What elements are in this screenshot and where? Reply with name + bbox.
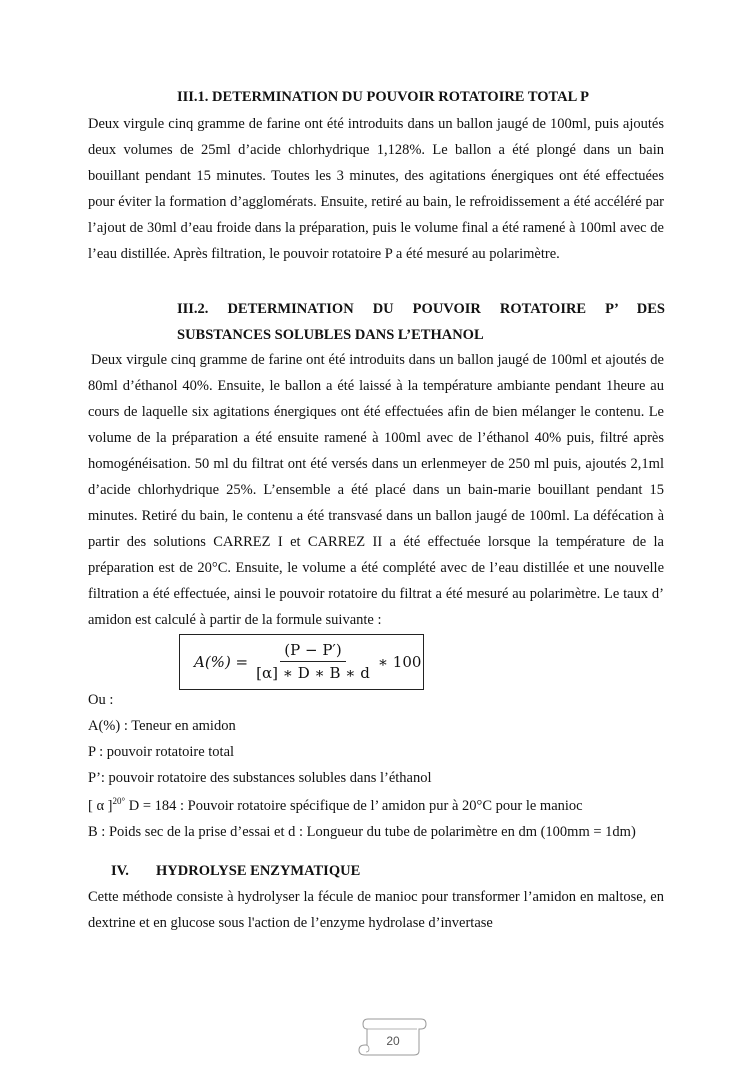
legend-p-prime: P’: pouvoir rotatoire des substances solubles dans l’éthanol [88,770,432,786]
section-heading-3-2-line2: SUBSTANCES SOLUBLES DANS L’ETHANOL [177,327,484,343]
legend-p: P : pouvoir rotatoire total [88,744,235,760]
paragraph-4: Cette méthode consiste à hydrolyser la fécule de manioc pour transformer l’amidon en maltose, en dextrine et en glucose sous l'action de l’enzyme hydrolase d’invertase [88,889,664,931]
amidon-formula [194,641,421,682]
formula-numerator: (P − P′) [280,641,345,662]
formula-box [179,634,424,690]
legend-intro: Ou : [88,692,114,708]
formula-lhs: A(%) = [194,652,249,671]
page-number: 20 [386,1034,400,1048]
legend-alpha [88,796,583,815]
legend-alpha-prefix: [ α ] [88,797,113,814]
legend-a: A(%) : Teneur en amidon [88,718,236,734]
paragraph-3-1: Deux virgule cinq gramme de farine ont été introduits dans un ballon jaugé de 100ml, puis ajoutés deux volumes de 25ml d’acide chlorhydrique 1,128%. Le ballon a été plongé dans un bain bouillant pendant 15 minutes. Toutes les 3 minutes, des agitations énergiques ont été effectuées pour éviter la formation d’agglomérats. Ensuite, retiré au bain, le refroidissement a été accéléré par l’ajout de 30ml d’eau froide dans la préparation, puis le volume final a été ramené à 100ml avec de l’eau distillée. Après filtration, le pouvoir rotatoire P a été mesuré au polarimètre. [88,116,664,262]
section-heading-3-2-line1: III.2. DETERMINATION DU POUVOIR ROTATOIRE P’ DES [177,301,665,317]
formula-fraction [252,641,374,682]
formula-denominator: [α] ∗ D ∗ B ∗ d [256,664,370,682]
formula-tail: ∗ 100 [377,652,422,671]
section-4-title: HYDROLYSE ENZYMATIQUE [156,863,361,879]
paragraph-3-2: Deux virgule cinq gramme de farine ont été introduits dans un ballon jaugé de 100ml et ajoutés de 80ml d’éthanol 40%. Ensuite, le ballon a été laissé à la température ambiante pendant 1heure au cours de laquelle six agitations énergiques ont été effectuées afin de bien mélanger le contenu. Le volume de la préparation a été ensuite ramené à 100ml avec de l’éthanol 40% puis, filtré après homogénéisation. 50 ml du filtrat ont été versés dans un erlenmeyer de 250 ml puis, ajoutés 2,1ml d’acide chlorhydrique 25%. L’ensemble a été placé dans un bain-marie bouillant pendant 15 minutes. Retiré du bain, le contenu a été transvasé dans un ballon jaugé de 100ml. La défécation à partir des solutions CARREZ I et CARREZ II a été effectuée lorsque la température de la préparation est de 20°C. Ensuite, le volume a été complété avec de l’eau distillée et une nouvelle filtration a été effectuée, ainsi le pouvoir rotatoire du filtrat a été mesuré au polarimètre. Le taux d’ amidon est calculé à partir de la formule suivante : [88,352,664,628]
legend-alpha-sup: 20° [112,796,126,806]
legend-b: B : Poids sec de la prise d’essai et d : Longueur du tube de polarimètre en dm (100mm = 1dm) [88,824,636,840]
section-heading-3-1: III.1. DETERMINATION DU POUVOIR ROTATOIRE TOTAL P [177,89,589,105]
legend-alpha-text: D = 184 : Pouvoir rotatoire spécifique de l’ amidon pur à 20°C pour le manioc [125,797,583,814]
section-4-number: IV. [111,863,129,879]
